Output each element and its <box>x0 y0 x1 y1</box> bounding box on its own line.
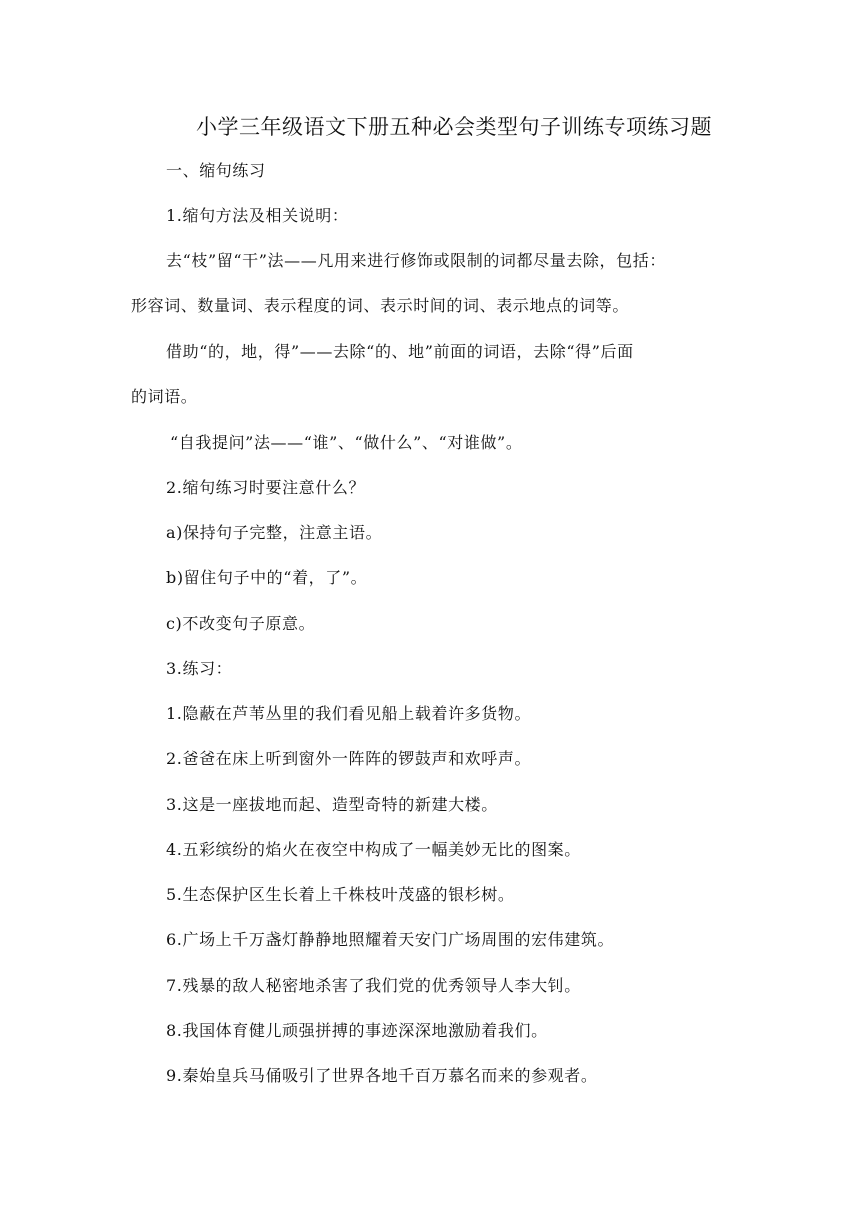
exercise-item: 4.五彩缤纷的焰火在夜空中构成了一幅美妙无比的图案。 <box>166 840 581 859</box>
notes-heading: 2.缩句练习时要注意什么？ <box>166 478 366 497</box>
method-2-line-2: 的词语。 <box>131 387 198 406</box>
method-heading: 1.缩句方法及相关说明： <box>166 206 349 225</box>
exercise-item: 3.这是一座拔地而起、造型奇特的新建大楼。 <box>166 795 498 814</box>
note-c: c)不改变句子原意。 <box>166 614 316 633</box>
exercise-item: 9.秦始皇兵马俑吸引了世界各地千百万慕名而来的参观者。 <box>166 1066 598 1085</box>
method-1-line-1: 去“枝”留“干”法——凡用来进行修饰或限制的词都尽量去除，包括： <box>166 251 666 270</box>
note-b: b)留住句子中的“着，了”。 <box>166 568 368 587</box>
exercise-item: 1.隐蔽在芦苇丛里的我们看见船上载着许多货物。 <box>166 704 532 723</box>
method-1-line-2: 形容词、数量词、表示程度的词、表示时间的词、表示地点的词等。 <box>131 296 630 315</box>
exercise-item: 7.残暴的敌人秘密地杀害了我们党的优秀领导人李大钊。 <box>166 976 581 995</box>
exercise-item: 6.广场上千万盏灯静静地照耀着天安门广场周围的宏伟建筑。 <box>166 930 615 949</box>
method-3: “自我提问”法——“谁”、“做什么”、“对谁做”。 <box>170 433 523 452</box>
document-title: 小学三年级语文下册五种必会类型句子训练专项练习题 <box>196 115 712 139</box>
note-a: a)保持句子完整，注意主语。 <box>166 523 383 542</box>
section-heading: 一、缩句练习 <box>166 161 266 180</box>
method-2-line-1: 借助“的，地，得”——去除“的、地”前面的词语，去除“得”后面 <box>166 342 634 361</box>
exercise-item: 2.爸爸在床上听到窗外一阵阵的锣鼓声和欢呼声。 <box>166 749 532 768</box>
exercise-item: 5.生态保护区生长着上千株枝叶茂盛的银杉树。 <box>166 885 515 904</box>
practice-heading: 3.练习： <box>166 659 233 678</box>
exercise-item: 8.我国体育健儿顽强拼搏的事迹深深地激励着我们。 <box>166 1021 548 1040</box>
